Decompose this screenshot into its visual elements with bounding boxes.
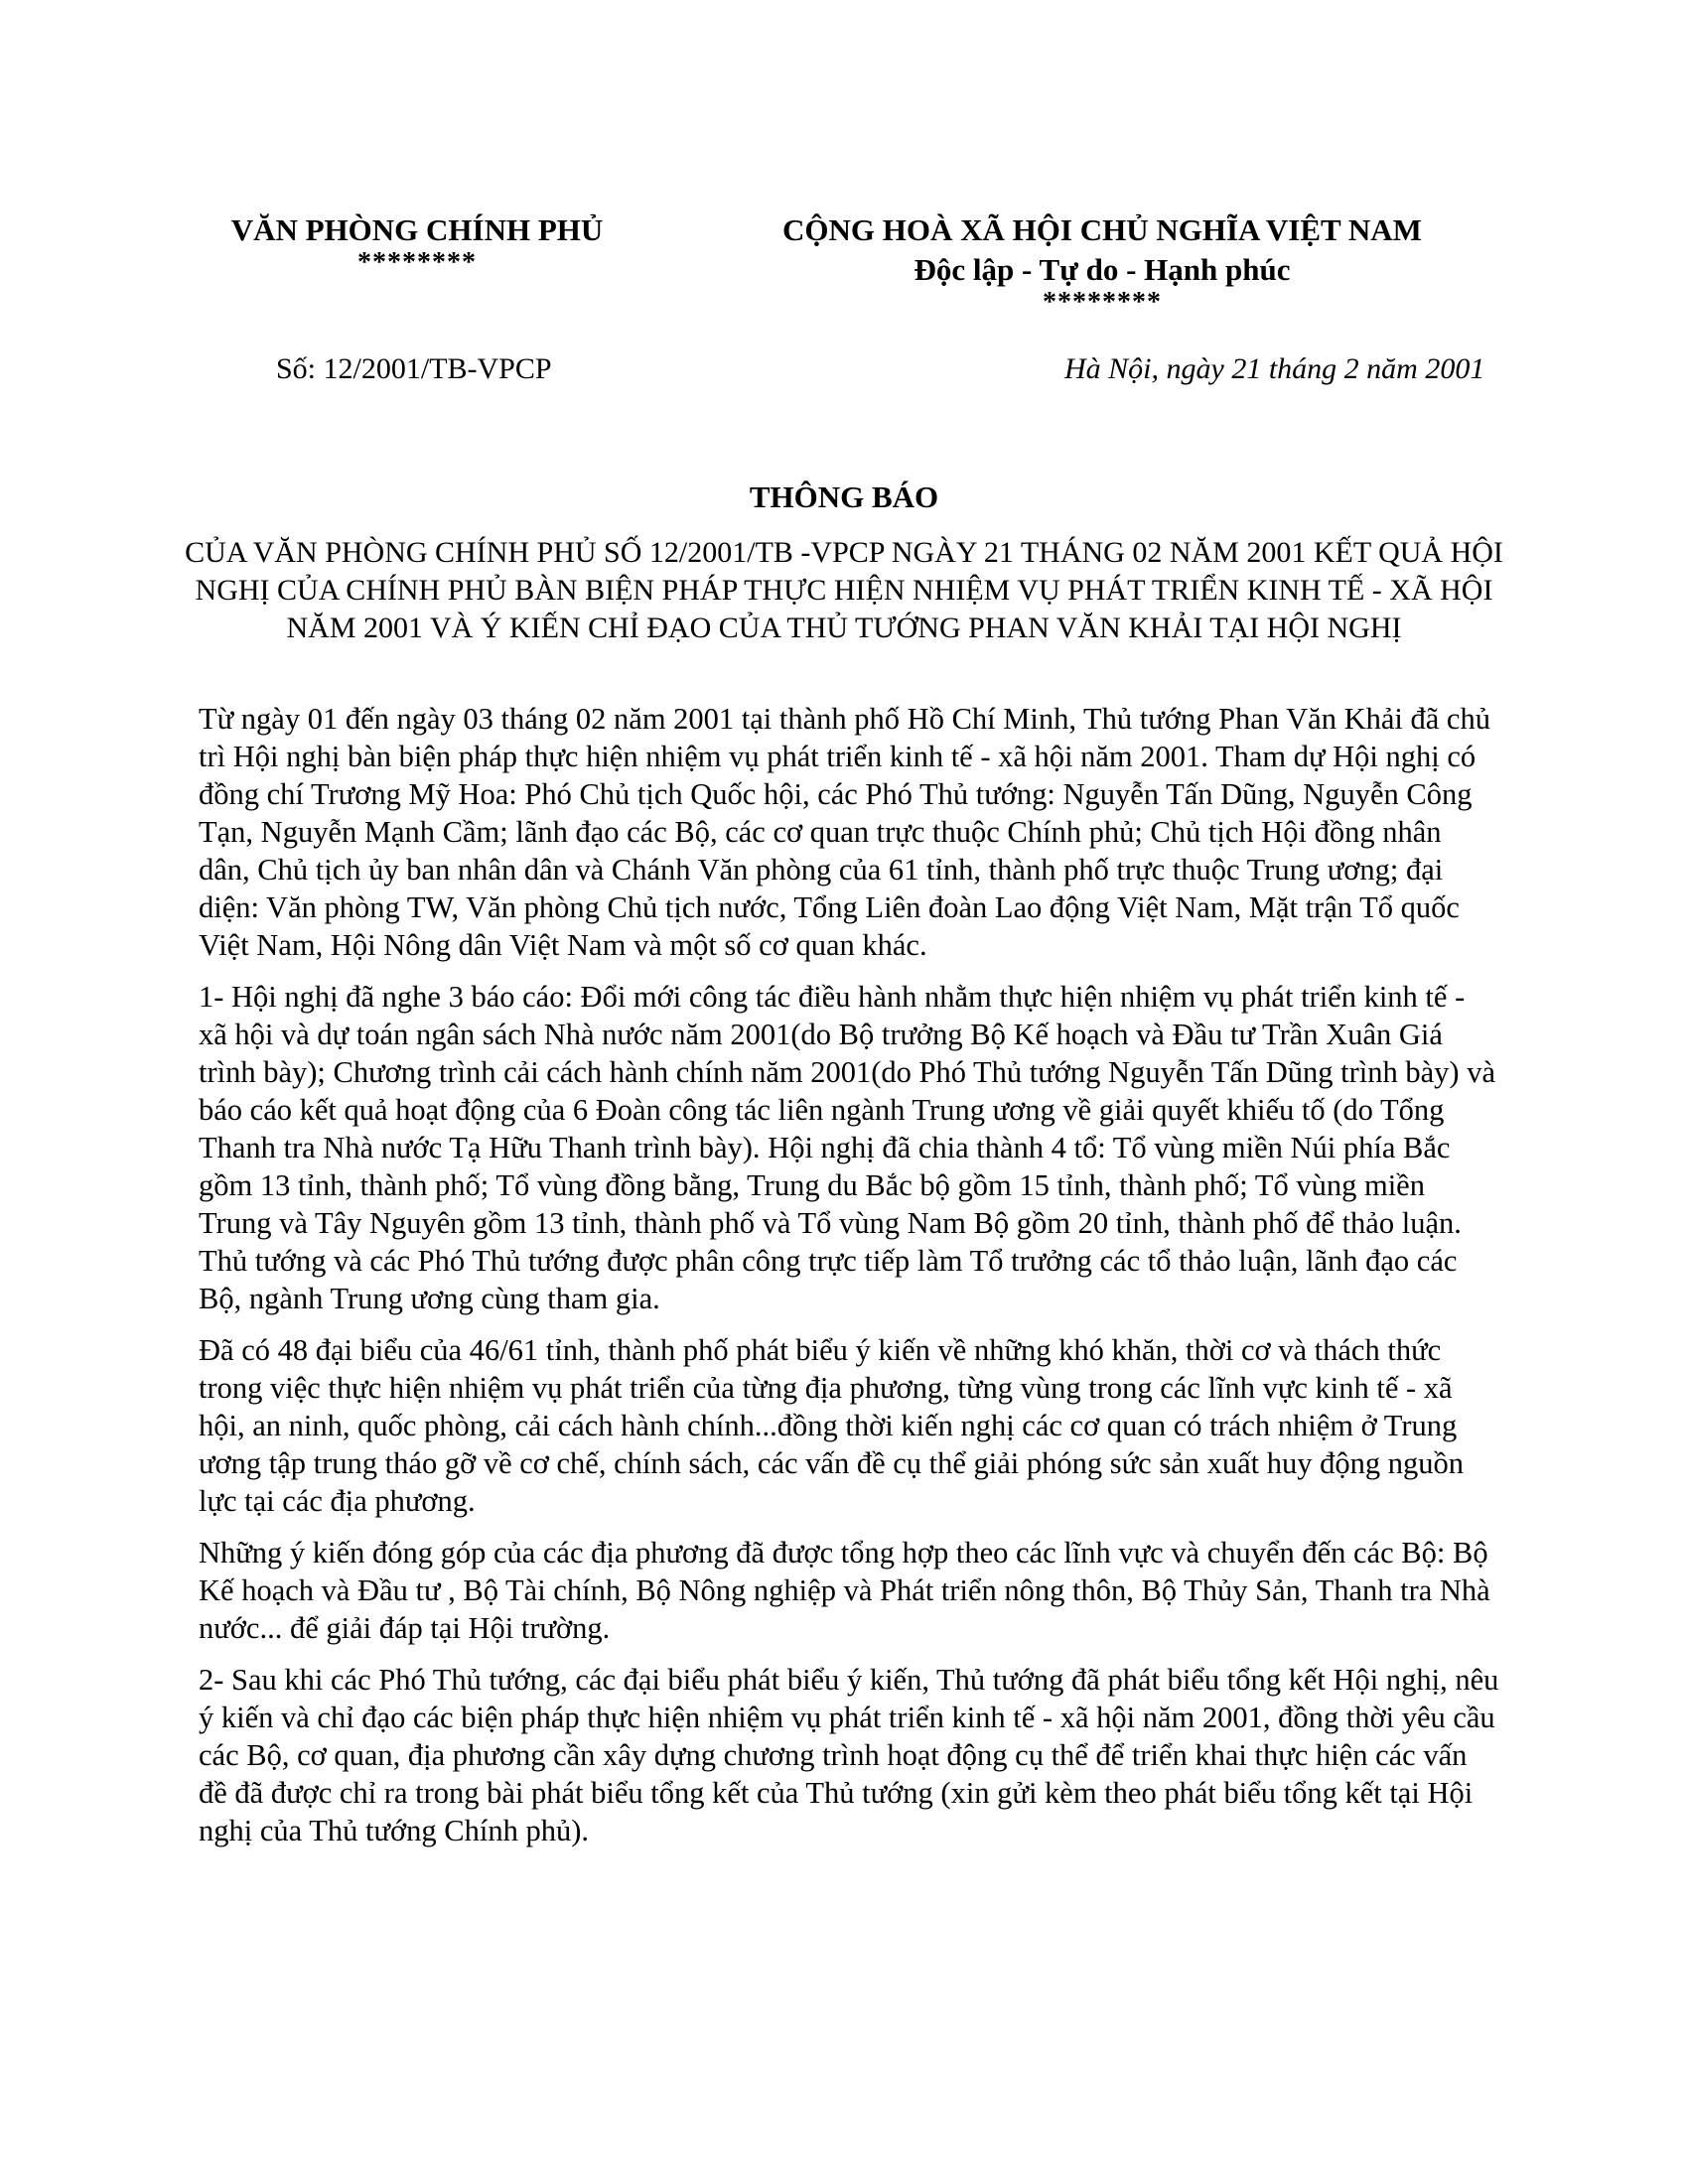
paragraph-conclusion: 2- Sau khi các Phó Thủ tướng, các đại biểu phát biểu ý kiến, Thủ tướng đã phát biểu tổng kết Hội nghị, nêu ý kiến và chỉ đạo các biện pháp thực hiện nhiệm vụ phát triển kinh tế - xã hội năm 2001, đồng thời yêu cầu các Bộ, cơ quan, địa phương cần xây dựng chương trình hoạt động cụ thể để triển khai thực hiện các vấn đề đã được chỉ ra trong bài phát biểu tổng kết của Thủ tướng (xin gửi kèm theo phát biểu tổng kết tại Hội nghị của Thủ tướng Chính phủ).	[199, 1663, 1499, 1847]
document-date: Hà Nội, ngày 21 tháng 2 năm 2001	[1064, 352, 1485, 385]
document-number: Số: 12/2001/TB-VPCP	[276, 352, 552, 385]
paragraph-delegates: Đã có 48 đại biểu của 46/61 tỉnh, thành phố phát biểu ý kiến về những khó khăn, thời cơ và thách thức trong việc thực hiện nhiệm vụ phát triển của từng địa phương, từng vùng trong các lĩnh vực kinh tế - xã hội, an ninh, quốc phòng, cải cách hành chính...đồng thời kiến nghị các cơ quan có trách nhiệm ở Trung ương tập trung tháo gỡ về cơ chế, chính sách, các vấn đề cụ thể giải phóng sức sản xuất huy động nguồn lực tại các địa phương.	[199, 1333, 1465, 1518]
motto-stars: ********	[1043, 287, 1162, 318]
issuing-authority	[199, 210, 635, 276]
document-title: THÔNG BÁO	[749, 479, 939, 514]
country-name: CỘNG HOÀ XÃ HỘI CHỦ NGHĨA VIỆT NAM	[782, 212, 1422, 247]
document-body	[199, 700, 1499, 1863]
paragraph-intro: Từ ngày 01 đến ngày 03 tháng 02 năm 2001 tại thành phố Hồ Chí Minh, Thủ tướng Phan Văn Khải đã chủ trì Hội nghị bàn biện pháp thực hiện nhiệm vụ phát triển kinh tế - xã hội năm 2001. Tham dự Hội nghị có đồng chí Trương Mỹ Hoa: Phó Chủ tịch Quốc hội, các Phó Thủ tướng: Nguyễn Tấn Dũng, Nguyễn Công Tạn, Nguyễn Mạnh Cầm; lãnh đạo các Bộ, các cơ quan trực thuộc Chính phủ; Chủ tịch Hội đồng nhân dân, Chủ tịch ủy ban nhân dân và Chánh Văn phòng của 61 tỉnh, thành phố trực thuộc Trung ương; đại diện: Văn phòng TW, Văn phòng Chủ tịch nước, Tổng Liên đoàn Lao động Việt Nam, Mặt trận Tổ quốc Việt Nam, Hội Nông dân Việt Nam và một số cơ quan khác.	[199, 702, 1490, 962]
national-heading	[715, 210, 1489, 316]
issuing-org-stars: ********	[357, 247, 477, 278]
document-subtitle: CỦA VĂN PHÒNG CHÍNH PHỦ SỐ 12/2001/TB -VPCP NGÀY 21 THÁNG 02 NĂM 2001 KẾT QUẢ HỘI NGHỊ CỦA CHÍNH PHỦ BÀN BIỆN PHÁP THỰC HIỆN NHIỆM VỤ PHÁT TRIỂN KINH TẾ - XÃ HỘI NĂM 2001 VÀ Ý KIẾN CHỈ ĐẠO CỦA THỦ TƯỚNG PHAN VĂN KHẢI TẠI HỘI NGHỊ	[185, 536, 1503, 644]
issuing-org-name: VĂN PHÒNG CHÍNH PHỦ	[230, 212, 604, 247]
national-motto: Độc lập - Tự do - Hạnh phúc	[914, 252, 1291, 287]
paragraph-contributions: Những ý kiến đóng góp của các địa phương đã được tổng hợp theo các lĩnh vực và chuyển đến các Bộ: Bộ Kế hoạch và Đầu tư , Bộ Tài chính, Bộ Nông nghiệp và Phát triển nông thôn, Bộ Thủy Sản, Thanh tra Nhà nước... để giải đáp tại Hội trường.	[199, 1536, 1490, 1645]
paragraph-reports: 1- Hội nghị đã nghe 3 báo cáo: Đổi mới công tác điều hành nhằm thực hiện nhiệm vụ phát triển kinh tế - xã hội và dự toán ngân sách Nhà nước năm 2001(do Bộ trưởng Bộ Kế hoạch và Đầu tư Trần Xuân Giá trình bày); Chương trình cải cách hành chính năm 2001(do Phó Thủ tướng Nguyễn Tấn Dũng trình bày) và báo cáo kết quả hoạt động của 6 Đoàn công tác liên ngành Trung ương về giải quyết khiếu tố (do Tổng Thanh tra Nhà nước Tạ Hữu Thanh trình bày). Hội nghị đã chia thành 4 tổ: Tổ vùng miền Núi phía Bắc gồm 13 tỉnh, thành phố; Tổ vùng đồng bằng, Trung du Bắc bộ gồm 15 tỉnh, thành phố; Tổ vùng miền Trung và Tây Nguyên gồm 13 tỉnh, thành phố và Tổ vùng Nam Bộ gồm 20 tỉnh, thành phố để thảo luận. Thủ tướng và các Phó Thủ tướng được phân công trực tiếp làm Tổ trưởng các tổ thảo luận, lãnh đạo các Bộ, ngành Trung ương cùng tham gia.	[199, 980, 1495, 1315]
